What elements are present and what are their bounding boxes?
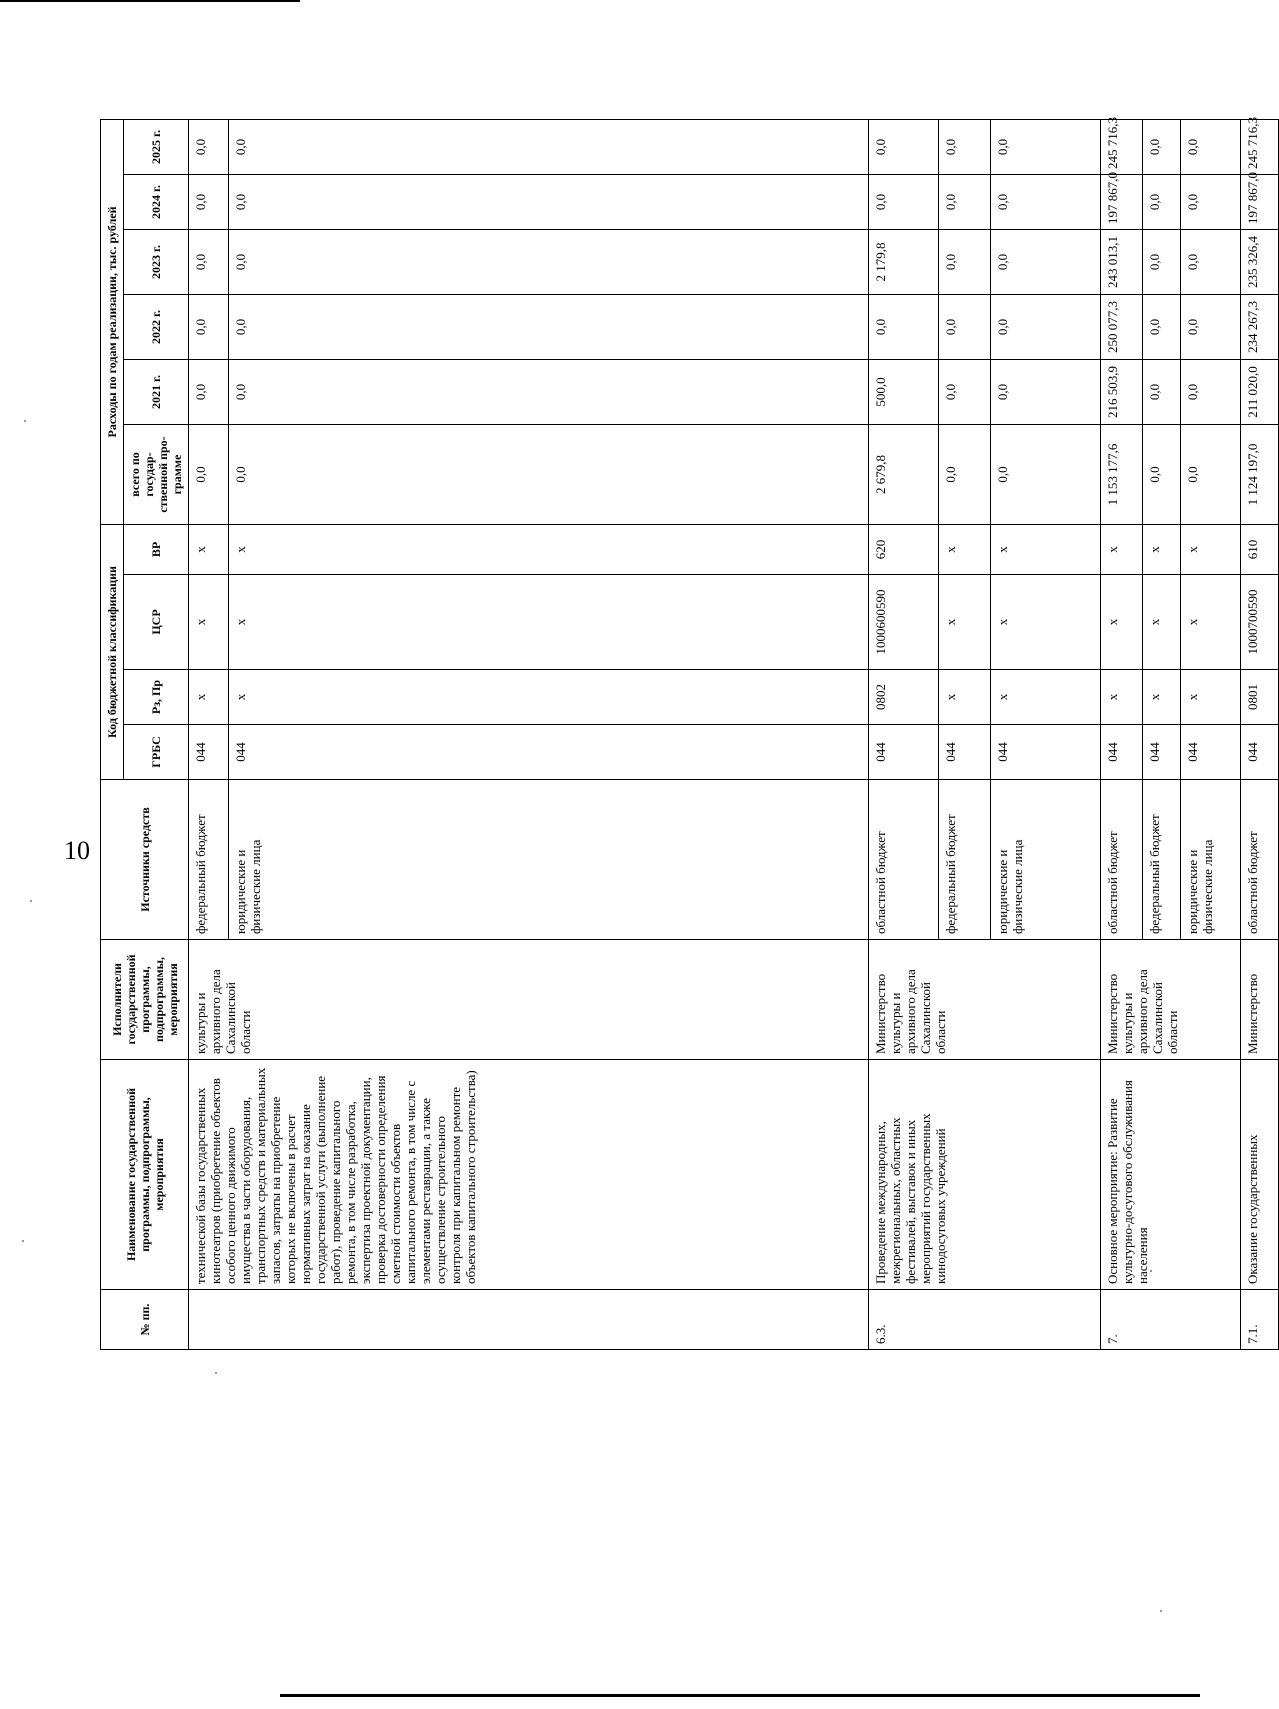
table-row	[869, 119, 939, 1349]
rzpr-cell: х	[189, 670, 229, 725]
funding-source-cell: областной бюджет	[1101, 780, 1143, 940]
csr-cell: х	[189, 575, 229, 670]
row-number-cell: 7.1.	[1241, 1290, 1279, 1350]
value-2023-cell: 0,0	[229, 229, 869, 294]
funding-source-cell: юридические и физические лица	[229, 780, 869, 940]
value-2021-cell: 211 020,0	[1241, 359, 1279, 424]
row-number-cell: 6.3.	[869, 1290, 1101, 1350]
row-number-cell	[189, 1290, 869, 1350]
grbs-cell: 044	[991, 725, 1101, 780]
value-2022-cell: 234 267,3	[1241, 294, 1279, 359]
vr-cell: х	[229, 524, 869, 574]
program-name-cell: технической базы государственных кинотеатров (приобретение объектов особого ценного движимого имущества в части оборудования, транспортных средств и материальных запасов, затраты на приобретение которых не включены в расчет нормативных затрат на оказание государственной услуги (выполнение работ), проведение капитального ремонта, в том числе разработка, экспертиза проектной документации, проверка достоверности определения сметной стоимости объектов капитального ремонта, в том числе с элементами реставрации, а также осуществление строительного контроля при капитальном ремонте объектов капитального строительства)	[189, 1060, 869, 1290]
value-2022-cell: 0,0	[869, 294, 939, 359]
program-name-cell: Проведение международных, межрегиональных, областных фестивалей, выставок и иных мероприятий государственных кинодосуговых учреждений	[869, 1060, 1101, 1290]
header-2025: 2025 г.	[124, 119, 189, 174]
program-name-cell: Основное мероприятие: Развитие культурно-досугового обслуживания населения	[1101, 1060, 1241, 1290]
value-2021-cell: 0,0	[189, 359, 229, 424]
value-2022-cell: 0,0	[991, 294, 1101, 359]
rzpr-cell: х	[991, 670, 1101, 725]
program-name-cell: Оказание государственных	[1241, 1060, 1279, 1290]
vr-cell: 620	[869, 524, 939, 574]
funding-source-cell: федеральный бюджет	[189, 780, 229, 940]
value-2021-cell: 500,0	[869, 359, 939, 424]
value-2024-cell: 0,0	[1181, 174, 1241, 229]
header-budget-code: Код бюджетной классификации	[101, 524, 124, 779]
grbs-cell: 044	[1181, 725, 1241, 780]
value-2025-cell: 245 716,3	[1101, 119, 1143, 174]
total-cell: 0,0	[991, 424, 1101, 524]
csr-cell: х	[1143, 575, 1181, 670]
value-2024-cell: 0,0	[991, 174, 1101, 229]
value-2025-cell: 0,0	[1143, 119, 1181, 174]
funding-source-cell: областной бюджет	[1241, 780, 1279, 940]
table-body	[189, 116, 1279, 1349]
csr-cell: х	[991, 575, 1101, 670]
total-cell: 1 124 197,0	[1241, 424, 1279, 524]
header-num: № пп.	[101, 1290, 189, 1350]
value-2023-cell: 0,0	[189, 229, 229, 294]
header-executor: Исполнители государственной программы, подпрограммы, мероприятия	[101, 940, 189, 1060]
value-2023-cell: 0,0	[939, 229, 991, 294]
rzpr-cell: х	[1101, 670, 1143, 725]
scan-edge-top	[0, 0, 300, 2]
grbs-cell: 044	[1143, 725, 1181, 780]
vr-cell: х	[991, 524, 1101, 574]
vr-cell: х	[1143, 524, 1181, 574]
scan-speck	[22, 1240, 24, 1242]
vr-cell: х	[1181, 524, 1241, 574]
value-2025-cell: 0,0	[189, 119, 229, 174]
scan-speck	[30, 900, 32, 902]
value-2022-cell: 0,0	[229, 294, 869, 359]
grbs-cell: 044	[229, 725, 869, 780]
value-2021-cell: 0,0	[1181, 359, 1241, 424]
rzpr-cell: х	[1181, 670, 1241, 725]
funding-source-cell: юридические и физические лица	[1181, 780, 1241, 940]
total-cell: 0,0	[229, 424, 869, 524]
page-number: 10	[64, 836, 90, 865]
vr-cell: х	[1101, 524, 1143, 574]
scan-edge-bottom	[280, 1694, 1200, 1697]
value-2022-cell: 0,0	[1181, 294, 1241, 359]
value-2022-cell: 0,0	[1143, 294, 1181, 359]
value-2023-cell: 0,0	[991, 229, 1101, 294]
total-cell: 0,0	[1143, 424, 1181, 524]
value-2025-cell: 0,0	[991, 119, 1101, 174]
header-vr: ВР	[124, 524, 189, 574]
header-expenses: Расходы по годам реализации, тыс. рублей	[101, 119, 124, 524]
rzpr-cell: х	[229, 670, 869, 725]
value-2021-cell: 0,0	[939, 359, 991, 424]
header-2024: 2024 г.	[124, 174, 189, 229]
vr-cell: х	[939, 524, 991, 574]
rzpr-cell: х	[939, 670, 991, 725]
header-rzpr: Рз, Пр	[124, 670, 189, 725]
scan-speck	[1160, 1610, 1162, 1612]
csr-cell: 1000600590	[869, 575, 939, 670]
executor-cell: Министерство культуры и архивного дела Сахалинской области	[869, 940, 1101, 1060]
value-2025-cell: 0,0	[229, 119, 869, 174]
value-2022-cell: 0,0	[939, 294, 991, 359]
value-2024-cell: 0,0	[1143, 174, 1181, 229]
grbs-cell: 044	[189, 725, 229, 780]
table-row	[1241, 119, 1279, 1349]
table-row	[1101, 119, 1143, 1349]
value-2024-cell: 0,0	[939, 174, 991, 229]
rzpr-cell: х	[1143, 670, 1181, 725]
csr-cell: х	[229, 575, 869, 670]
budget-table	[100, 116, 1279, 1350]
total-cell: 0,0	[1181, 424, 1241, 524]
funding-source-cell: областной бюджет	[869, 780, 939, 940]
value-2024-cell: 0,0	[189, 174, 229, 229]
total-cell: 0,0	[189, 424, 229, 524]
value-2023-cell: 243 013,1	[1101, 229, 1143, 294]
csr-cell: х	[1101, 575, 1143, 670]
grbs-cell: 044	[1241, 725, 1279, 780]
funding-source-cell: федеральный бюджет	[939, 780, 991, 940]
funding-source-cell: юридические и физические лица	[991, 780, 1101, 940]
grbs-cell: 044	[939, 725, 991, 780]
header-csr: ЦСР	[124, 575, 189, 670]
grbs-cell: 044	[1101, 725, 1143, 780]
header-2022: 2022 г.	[124, 294, 189, 359]
value-2023-cell: 0,0	[1181, 229, 1241, 294]
value-2023-cell: 0,0	[1143, 229, 1181, 294]
scan-speck	[215, 1372, 217, 1374]
value-2024-cell: 0,0	[869, 174, 939, 229]
value-2025-cell: 0,0	[939, 119, 991, 174]
grbs-cell: 044	[869, 725, 939, 780]
value-2025-cell: 0,0	[1181, 119, 1241, 174]
scan-speck	[24, 420, 26, 422]
value-2021-cell: 0,0	[991, 359, 1101, 424]
executor-cell: культуры и архивного дела Сахалинской области	[189, 940, 869, 1060]
header-row-1	[101, 119, 124, 1349]
header-grbs: ГРБС	[124, 725, 189, 780]
value-2021-cell: 0,0	[1143, 359, 1181, 424]
value-2025-cell: 245 716,3	[1241, 119, 1279, 174]
total-cell: 0,0	[939, 424, 991, 524]
header-total: всего по государ- ственной про- грамме	[124, 424, 189, 524]
value-2021-cell: 0,0	[229, 359, 869, 424]
rzpr-cell: 0802	[869, 670, 939, 725]
total-cell: 2 679,8	[869, 424, 939, 524]
value-2022-cell: 250 077,3	[1101, 294, 1143, 359]
header-2021: 2021 г.	[124, 359, 189, 424]
header-name: Наименование государственной программы, подпрограммы, мероприятия	[101, 1060, 189, 1290]
csr-cell: 1000700590	[1241, 575, 1279, 670]
value-2024-cell: 197 867,0	[1241, 174, 1279, 229]
value-2022-cell: 0,0	[189, 294, 229, 359]
total-cell: 1 153 177,6	[1101, 424, 1143, 524]
vr-cell: 610	[1241, 524, 1279, 574]
header-source: Источники средств	[101, 780, 189, 940]
rzpr-cell: 0801	[1241, 670, 1279, 725]
executor-cell: Министерство	[1241, 940, 1279, 1060]
csr-cell: х	[1181, 575, 1241, 670]
value-2025-cell: 0,0	[869, 119, 939, 174]
table-row	[189, 119, 229, 1349]
value-2021-cell: 216 503,9	[1101, 359, 1143, 424]
row-number-cell: 7.	[1101, 1290, 1241, 1350]
value-2023-cell: 2 179,8	[869, 229, 939, 294]
funding-source-cell: федеральный бюджет	[1143, 780, 1181, 940]
value-2024-cell: 0,0	[229, 174, 869, 229]
header-2023: 2023 г.	[124, 229, 189, 294]
budget-table-rotated	[100, 116, 1260, 1350]
executor-cell: Министерство культуры и архивного дела Сахалинской области	[1101, 940, 1241, 1060]
vr-cell: х	[189, 524, 229, 574]
csr-cell: х	[939, 575, 991, 670]
value-2023-cell: 235 326,4	[1241, 229, 1279, 294]
value-2024-cell: 197 867,0	[1101, 174, 1143, 229]
